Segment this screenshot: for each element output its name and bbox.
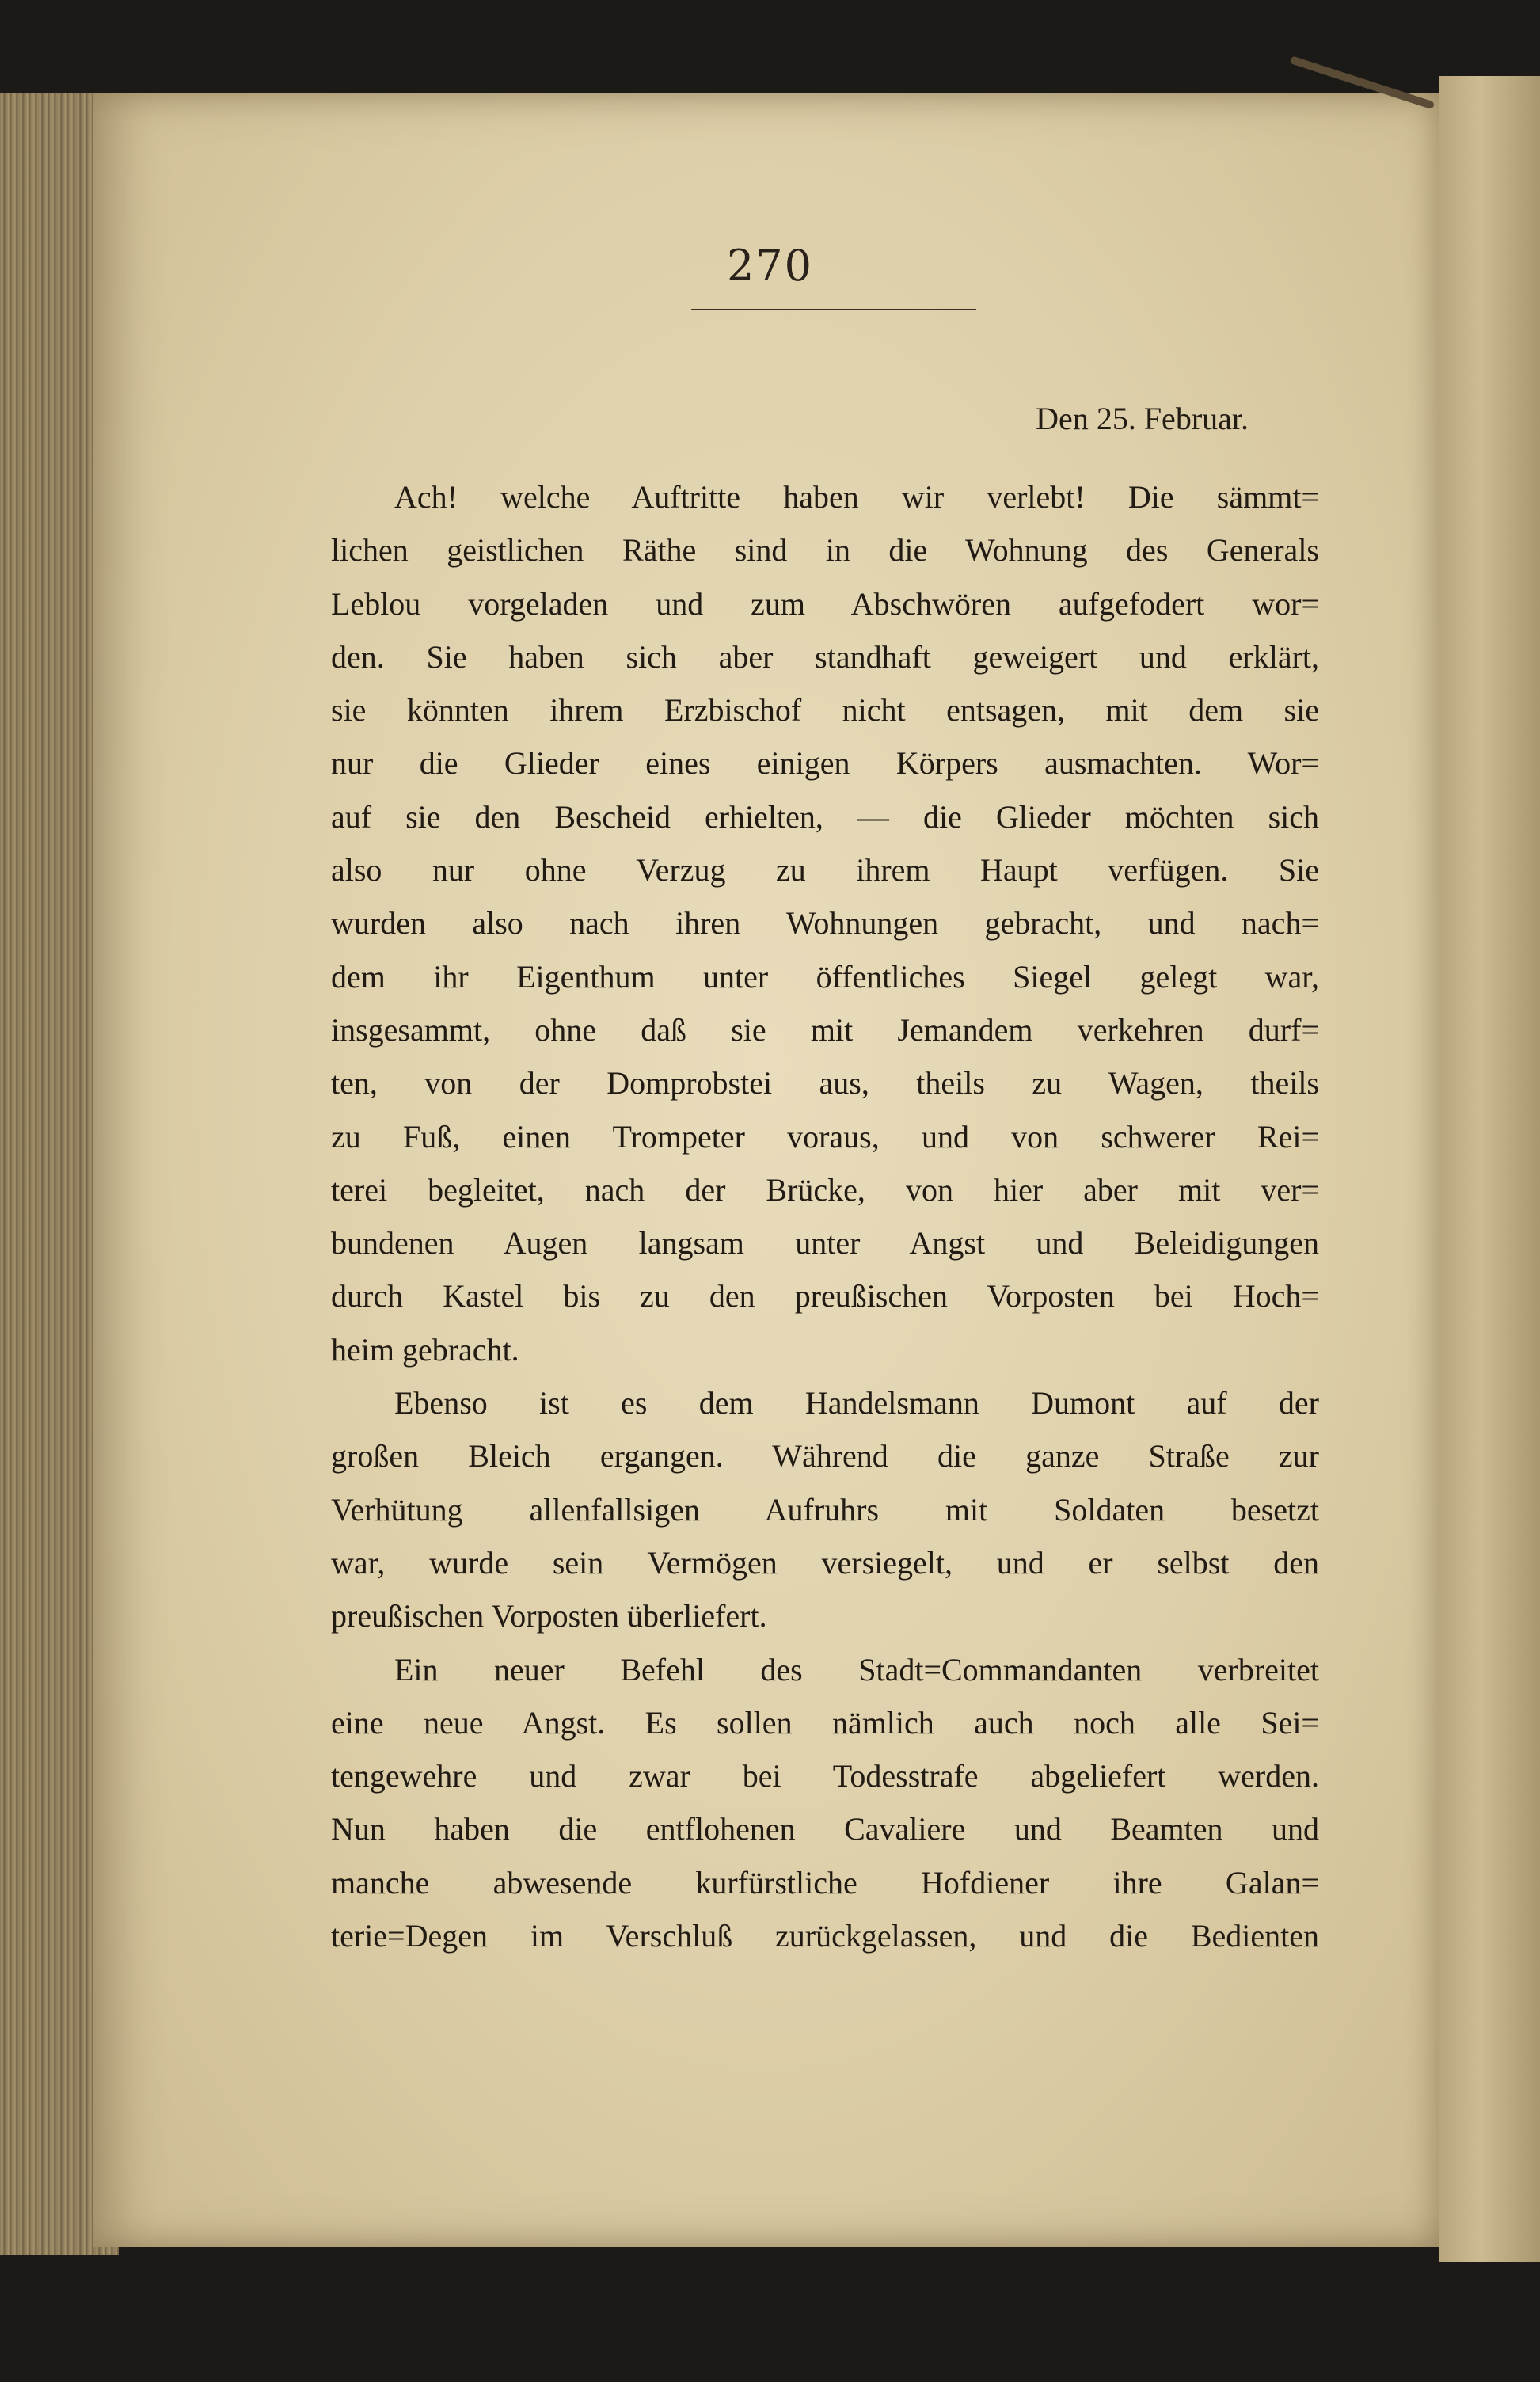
next-page-edge: [1439, 76, 1540, 2262]
text-line: terie=Degen im Verschluß zurückgelassen, und die Bedienten: [331, 1918, 1319, 1954]
text-line: Ebenso ist es dem Handelsmann Dumont auf der: [394, 1385, 1319, 1421]
text-line: Leblou vorgeladen und zum Abschwören aufgefodert wor=: [331, 585, 1319, 622]
text-line: dem ihr Eigenthum unter öffentliches Siegel gelegt war,: [331, 958, 1319, 995]
text-line: also nur ohne Verzug zu ihrem Haupt verfügen. Sie: [331, 852, 1319, 888]
text-line: Verhütung allenfallsigen Aufruhrs mit Soldaten besetzt: [331, 1491, 1319, 1528]
text-line: manche abwesende kurfürstliche Hofdiener ihre Galan=: [331, 1864, 1319, 1901]
text-line: sie könnten ihrem Erzbischof nicht entsagen, mit dem sie: [331, 692, 1319, 729]
header-rule: [691, 309, 976, 310]
text-line: Ein neuer Befehl des Stadt=Commandanten verbreitet: [394, 1651, 1319, 1688]
dateline: Den 25. Februar.: [1036, 401, 1249, 436]
text-line: ten, von der Domprobstei aus, theils zu Wagen, theils: [331, 1065, 1319, 1102]
text-line: Nun haben die entflohenen Cavaliere und Beamten und: [331, 1811, 1319, 1847]
text-line: durch Kastel bis zu den preußischen Vorposten bei Hoch=: [331, 1278, 1319, 1315]
text-line: Ach! welche Auftritte haben wir verlebt! Die sämmt=: [394, 479, 1319, 515]
text-line: bundenen Augen langsam unter Angst und Beleidigungen: [331, 1225, 1319, 1261]
text-line: heim gebracht.: [331, 1331, 519, 1368]
body-text: [331, 470, 1319, 1962]
text-line: terei begleitet, nach der Brücke, von hier aber mit ver=: [331, 1171, 1319, 1208]
text-line: nur die Glieder eines einigen Körpers ausmachten. Wor=: [331, 745, 1319, 782]
text-line: wurden also nach ihren Wohnungen gebracht, und nach=: [331, 905, 1319, 942]
page-number: 270: [726, 241, 814, 291]
text-line: eine neue Angst. Es sollen nämlich auch noch alle Sei=: [331, 1704, 1319, 1741]
text-line: großen Bleich ergangen. Während die ganze Straße zur: [331, 1438, 1319, 1474]
text-line: preußischen Vorposten überliefert.: [331, 1598, 767, 1634]
text-line: tengewehre und zwar bei Todesstrafe abgeliefert werden.: [331, 1758, 1319, 1794]
text-line: lichen geistlichen Räthe sind in die Wohnung des Generals: [331, 532, 1319, 569]
text-line: den. Sie haben sich aber standhaft geweigert und erklärt,: [331, 638, 1319, 675]
text-line: zu Fuß, einen Trompeter voraus, und von schwerer Rei=: [331, 1118, 1319, 1155]
text-line: insgesammt, ohne daß sie mit Jemandem verkehren durf=: [331, 1011, 1319, 1048]
text-line: auf sie den Bescheid erhielten, — die Glieder möchten sich: [331, 798, 1319, 835]
text-line: war, wurde sein Vermögen versiegelt, und er selbst den: [331, 1544, 1319, 1581]
